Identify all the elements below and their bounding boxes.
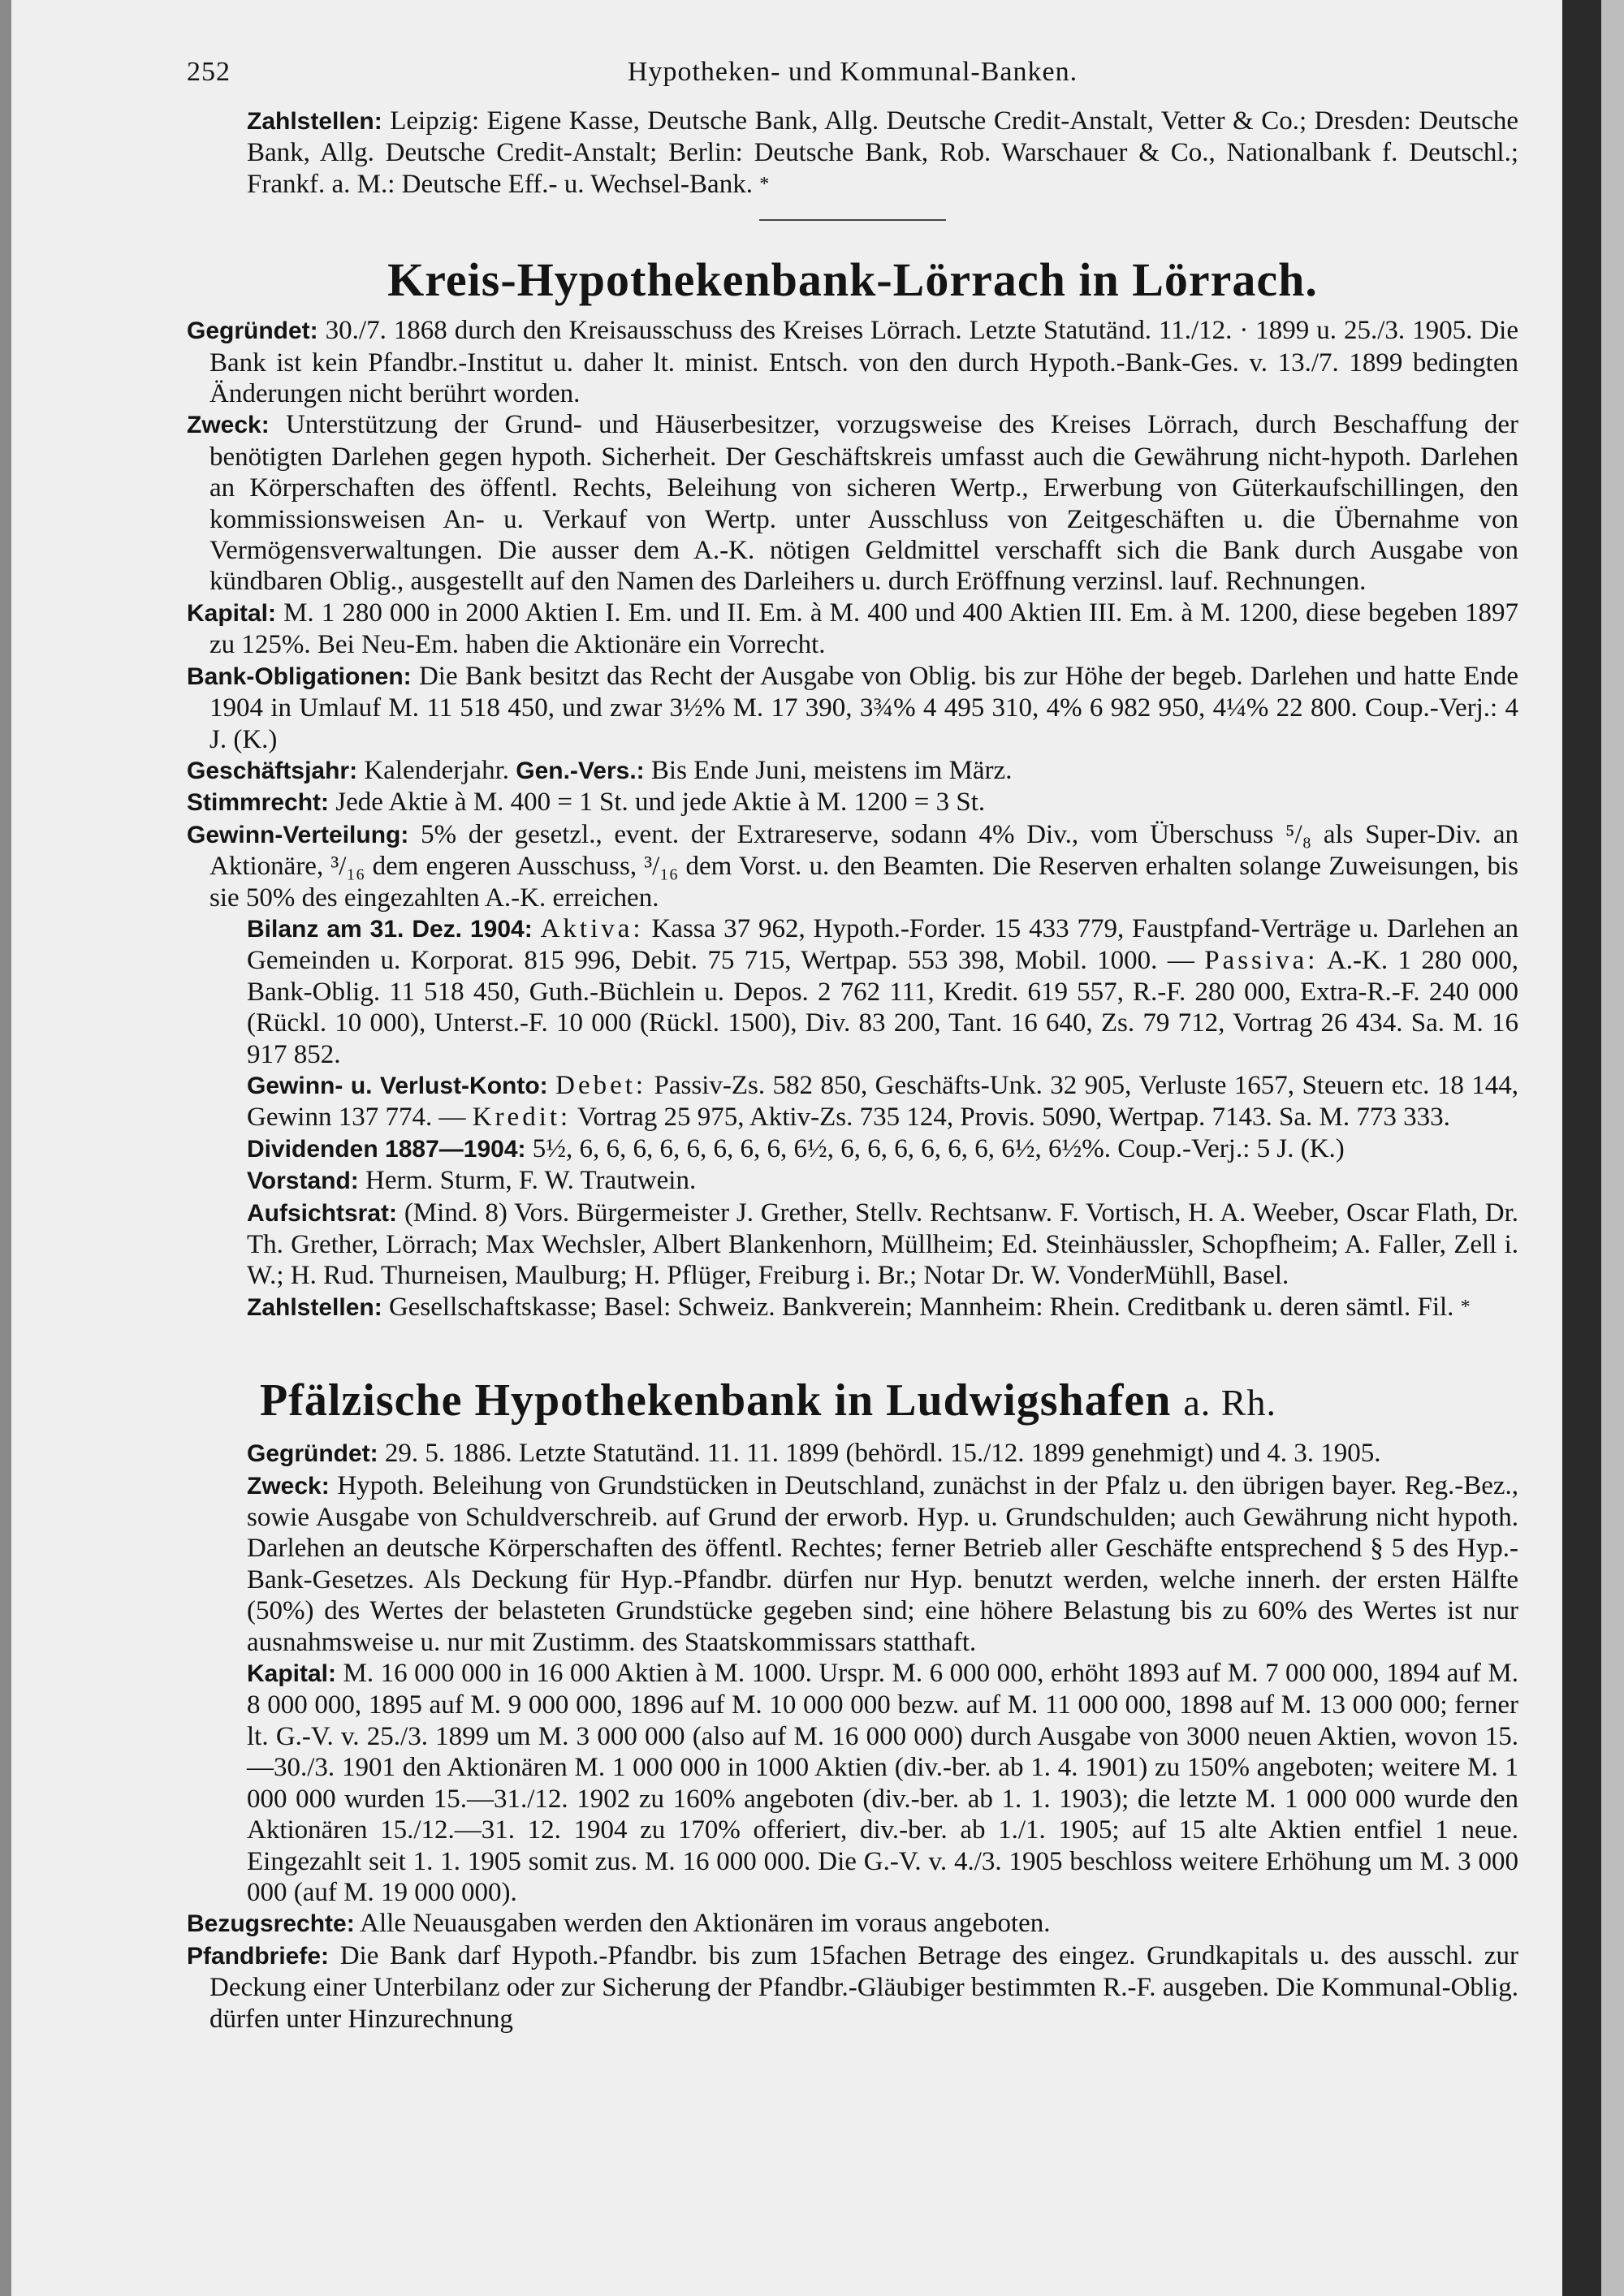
bank1-aktiva-text: Kassa 37 962, Hypoth.-Forder. 15 433 779, Faustpfand-Verträge u. Darlehen an Gemeinden u. Korporat. 815 996, Debit. 75 715, Wertpap. 553 398, Mobil. 1000. —: [247, 913, 1518, 976]
bank2-bezugsrechte-text: Alle Neuausgaben werden den Aktionären im voraus angeboten.: [360, 1909, 1051, 1939]
bank1-guv-label: Gewinn- u. Verlust-Konto:: [247, 1072, 548, 1099]
bank1-gv-label: Gen.-Vers.:: [516, 757, 645, 784]
bank1-stimmrecht-label: Stimmrecht:: [187, 789, 330, 817]
bank1-dividenden: [187, 1133, 1518, 1165]
bank1-zahlstellen-text: Gesellschaftskasse; Basel: Schweiz. Bankverein; Mannheim: Rhein. Creditbank u. deren sämtl. Fil.: [388, 1292, 1454, 1322]
bank1-zahlstellen-label: Zahlstellen:: [247, 1293, 382, 1321]
bank2-bezugsrechte-label: Bezugsrechte:: [187, 1910, 355, 1938]
bank1-passiva-label: Passiva:: [1204, 946, 1319, 976]
bank2-kapital-label: Kapital:: [247, 1660, 337, 1688]
bank1-obligationen-label: Bank-Obligationen:: [187, 662, 412, 690]
bank1-guv: [187, 1070, 1518, 1133]
bank1-passiva-text: A.-K. 1 280 000, Bank-Oblig. 11 518 450, Guth.-Büchlein u. Depos. 2 762 111, Kredit. 619 557, R.-F. 280 000, Extra-R.-F. 240 000 (Rückl. 10 000), Unterst.-F. 10 000 (Rückl. 1500), Div. 83 200, Tant. 16 640, Zs. 79 712, Vortrag 26 434. Sa. M. 16 917 852.: [247, 946, 1519, 1069]
bank2-title: [187, 1372, 1518, 1431]
bank1-gegruendet-text: 30./7. 1868 durch den Kreisausschuss des Kreises Lörrach. Letzte Statutänd. 11./12. · 1899 u. 25./3. 1905. Die Bank ist kein Pfandbr.-Institut u. daher lt. minist. Entsch. von den durch Hypoth.-Bank-Ges. v. 13./7. 1899 bedingten Änderungen nicht berührt worden.: [209, 316, 1519, 409]
page: [187, 57, 1518, 2035]
bank1-stimmrecht-text: Jede Aktie à M. 400 = 1 St. und jede Aktie à M. 1200 = 3 St.: [335, 788, 986, 818]
bank2-title-suffix: a. Rh.: [1183, 1382, 1276, 1424]
top-star: *: [759, 173, 770, 195]
bank1-gegruendet: [187, 315, 1518, 409]
bank1-title: Kreis-Hypothekenbank-Lörrach in Lörrach.: [387, 253, 1318, 307]
bank1-debet-text: Passiv-Zs. 582 850, Geschäfts-Unk. 32 905, Verluste 1657, Steuern etc. 18 144, Gewinn 137 774. —: [247, 1070, 1519, 1133]
bank1-dividenden-label: Dividenden 1887—1904:: [247, 1135, 526, 1163]
bank2-zweck-label: Zweck:: [247, 1472, 330, 1500]
bank2-pfandbriefe-text: Die Bank darf Hypoth.-Pfandbr. bis zum 15fachen Betrage des eingez. Grundkapitals u. des ausschl. zur Deckung einer Unterbilanz oder zur Sicherung der Pfandbr.-Gläubiger bestimmten R.-F. ausgeben. Die Kommunal-Oblig. dürfen unter Hinzurechnung: [209, 1940, 1519, 2034]
bank1-gegruendet-label: Gegründet:: [187, 317, 318, 345]
bank2-kapital-text: M. 16 000 000 in 16 000 Aktien à M. 1000. Urspr. M. 6 000 000, erhöht 1893 auf M. 7 000 000, 1894 auf M. 8 000 000, 1895 auf M. 9 000 000, 1896 auf M. 10 000 000 bezw. auf M. 11 000 000, 1898 auf M. 13 000 000; ferner lt. G.-V. v. 25./3. 1899 um M. 3 000 000 (also auf M. 16 000 000) durch Ausgabe von 3000 neuen Aktien, wovon 15.—30./3. 1901 den Aktionären M. 1 000 000 in 1000 Aktien (div.-ber. ab 1. 4. 1901) zu 150% angeboten; weitere M. 1 000 000 wurden 15.—31./12. 1902 zu 160% angeboten (div.-ber. ab 1. 1. 1903); die letzte M. 1 000 000 wurde den Aktionären 15./12.—31. 12. 1904 zu 170% offeriert, div.-ber. ab 1./1. 1905; auf 15 alte Aktien entfiel 1 neue. Eingezahlt seit 1. 1. 1905 somit zus. M. 16 000 000. Die G.-V. v. 4./3. 1905 beschloss weitere Erhöhung um M. 3 000 000 (auf M. 19 000 000).: [247, 1659, 1518, 1907]
bank1-gewinnverteilung-label: Gewinn-Verteilung:: [187, 821, 409, 848]
bank1-gewinnverteilung: [187, 819, 1518, 913]
bank1-geschaeftsjahr-text: Kalenderjahr.: [364, 755, 509, 785]
bank1-bilanz-label: Bilanz am 31. Dez. 1904:: [247, 915, 533, 943]
section-divider: [759, 219, 946, 221]
bank1-zweck-label: Zweck:: [187, 412, 270, 439]
bank2-gegruendet: [187, 1438, 1518, 1470]
bank1-stimmrecht: [187, 787, 1518, 818]
bank1-kapital-text: M. 1 280 000 in 2000 Aktien I. Em. und II. Em. à M. 400 und 400 Aktien III. Em. à M. 1200, diese begeben 1897 zu 125%. Bei Neu-Em. haben die Aktionäre ein Vorrecht.: [209, 598, 1519, 660]
bank2-gegruendet-text: 29. 5. 1886. Letzte Statutänd. 11. 11. 1899 (behördl. 15./12. 1899 genehmigt) und 4. 3. 1905.: [384, 1439, 1381, 1469]
page-number: 252: [187, 57, 231, 87]
bank1-star: *: [1460, 1296, 1471, 1318]
top-zahlstellen-label: Zahlstellen:: [247, 108, 382, 135]
bank1-kredit-label: Kredit:: [472, 1103, 572, 1133]
bank1-geschaeftsjahr: [187, 755, 1518, 787]
bank2-pfandbriefe-label: Pfandbriefe:: [187, 1942, 330, 1970]
bank1-zweck-text: Unterstützung der Grund- und Häuserbesitzer, vorzugsweise des Kreises Lörrach, durch Beschaffung der benötigten Darlehen gegen hypoth. Sicherheit. Der Geschäftskreis umfasst auch die Gewährung nicht-hypoth. Darlehen an Körperschaften des öffentl. Rechts, Beleihung von sicheren Wertp., Erwerbung von Güterkaufschillingen, den kommissionsweisen An- u. Verkauf von Wertp. unter Ausschluss von Zeitgeschäften u. die Übernahme von Vermögensverwaltungen. Die ausser dem A.-K. nötigen Geldmittel verschafft sich die Bank durch Ausgabe von kündbaren Oblig., ausgestellt auf den Namen des Darleihers u. durch Eröffnung verzinsl. lauf. Rechnungen.: [209, 410, 1519, 597]
bank2-zweck-text: Hypoth. Beleihung von Grundstücken in Deutschland, zunächst in der Pfalz u. den übrigen bayer. Reg.-Bez., sowie Ausgabe von Schuldverschreib. auf Grund der erworb. Hyp. u. Grundschulden; auch Gewährung nicht hypoth. Darlehen an deutsche Körperschaften des öffentl. Rechtes; ferner Betrieb aller Geschäfte entsprechend § 5 des Hyp.-Bank-Gesetzes. Als Deckung für Hyp.-Pfandbr. dürfen nur Hyp. benutzt werden, welche innerh. der ersten Hälfte (50%) des Wertes der belasteten Grundstücke gegeben sind; eine höhere Belastung bis zu 60% des Wertes ist nur ausnahmsweise u. nur mit Zustimm. des Staatskommissars statthaft.: [247, 1470, 1518, 1657]
bank1-obligationen: [187, 661, 1518, 755]
scan-left-edge: [0, 0, 11, 2296]
bank1-aktiva-label: Aktiva:: [540, 913, 644, 943]
bank1-aufsichtsrat-text: (Mind. 8) Vors. Bürgermeister J. Grether, Stellv. Rechtsanw. F. Vortisch, H. A. Weeber, Oscar Flath, Dr. Th. Grether, Lörrach; Max Wechsler, Albert Blankenhorn, Müllheim; Ed. Steinhäussler, Schopfheim; A. Faller, Zell i. W.; H. Rud. Thurneisen, Maulburg; H. Pflüger, Freiburg i. Br.; Notar Dr. W. VonderMühll, Basel.: [247, 1198, 1519, 1291]
bank2-bezugsrechte: [187, 1908, 1518, 1940]
bank1-aufsichtsrat-label: Aufsichtsrat:: [247, 1199, 398, 1227]
bank1-kapital-label: Kapital:: [187, 599, 277, 627]
bank1-obligationen-text: Die Bank besitzt das Recht der Ausgabe von Oblig. bis zur Höhe der begeb. Darlehen und hatte Ende 1904 in Umlauf M. 11 518 450, und zwar 3½% M. 17 390, 3¾% 4 495 310, 4% 6 982 950, 4¼% 22 800. Coup.-Verj.: 4 J. (K.): [209, 661, 1518, 754]
scan-right-edge: [1562, 0, 1601, 2296]
bank1-kapital: [187, 598, 1518, 661]
running-header: [187, 57, 1518, 106]
bank1-aufsichtsrat: [187, 1198, 1518, 1292]
bank2-kapital: [187, 1658, 1518, 1908]
scan-right-margin: [1601, 0, 1624, 2296]
bank1-gewinnverteilung-text: 5% der gesetzl., event. der Extrareserve, sodann 4% Div., vom Überschuss ⁵/₈ als Super-Div. an Aktionäre, ³/₁₆ dem engeren Ausschuss, ³/₁₆ dem Vorst. u. den Beamten. Die Reserven erhalten solange Zuweisungen, bis sie 50% des eingezahlten A.-K. erreichen.: [209, 819, 1518, 913]
bank2-zweck: [187, 1470, 1518, 1658]
bank2-gegruendet-label: Gegründet:: [247, 1440, 378, 1468]
bank1-gv-text: Bis Ende Juni, meistens im März.: [650, 755, 1013, 785]
bank1-kredit-text: Vortrag 25 975, Aktiv-Zs. 735 124, Provis. 5090, Wertpap. 7143. Sa. M. 773 333.: [577, 1103, 1450, 1133]
bank1-dividenden-text: 5½, 6, 6, 6, 6, 6, 6, 6, 6, 6½, 6, 6, 6, 6, 6, 6, 6½, 6½%. Coup.-Verj.: 5 J. (K.): [532, 1133, 1345, 1163]
bank1-vorstand: [187, 1165, 1518, 1197]
bank1-zahlstellen: [187, 1292, 1518, 1323]
bank2-pfandbriefe: [187, 1940, 1518, 2035]
bank1-debet-label: Debet:: [555, 1070, 647, 1100]
running-title: Hypotheken- und Kommunal-Banken.: [627, 57, 1078, 87]
bank1-zweck: [187, 409, 1518, 597]
bank1-geschaeftsjahr-label: Geschäftsjahr:: [187, 757, 358, 784]
top-zahlstellen-paragraph: [187, 106, 1518, 200]
bank1-bilanz: [187, 913, 1518, 1070]
bank1-vorstand-text: Herm. Sturm, F. W. Trautwein.: [365, 1166, 697, 1196]
bank1-vorstand-label: Vorstand:: [247, 1167, 359, 1195]
bank2-title-main: Pfälzische Hypothekenbank in Ludwigshafen: [260, 1375, 1172, 1426]
top-zahlstellen-text: Leipzig: Eigene Kasse, Deutsche Bank, Allg. Deutsche Credit-Anstalt, Vetter & Co.; Dresden: Deutsche Bank, Allg. Deutsche Credit-Anstalt; Berlin: Deutsche Bank, Rob. Warschauer & Co., Nationalbank f. Deutschl.; Frankf. a. M.: Deutsche Eff.- u. Wechsel-Bank.: [247, 106, 1519, 199]
